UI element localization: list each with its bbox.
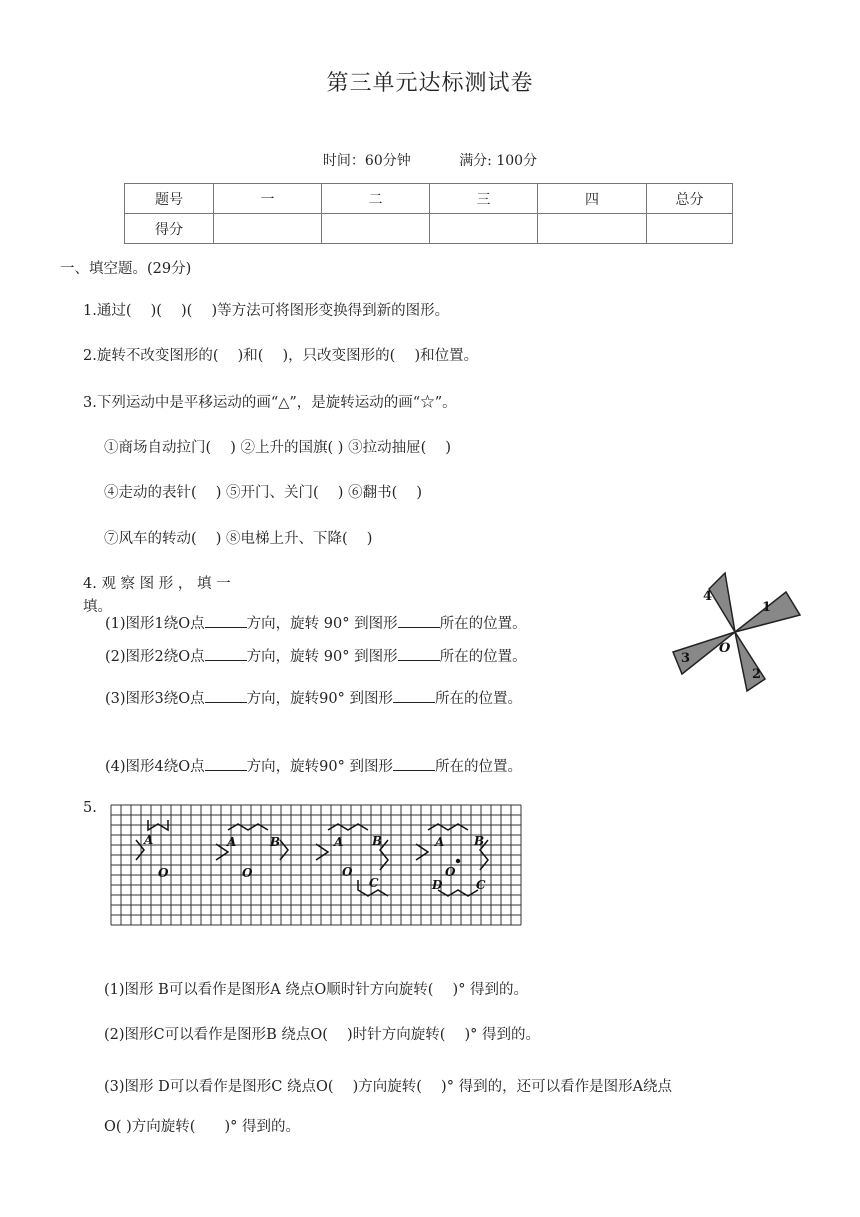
row-label: 得分 [125, 214, 214, 244]
grid-label: C [476, 878, 486, 892]
header-cell: 二 [322, 184, 430, 214]
score-cell[interactable] [647, 214, 733, 244]
q4-text: 方向，旋转 90° 到图形 [246, 616, 398, 632]
answer-blank[interactable] [393, 756, 435, 771]
q4-text: (1)图形1绕O点 [105, 616, 205, 632]
rotation-grid-figure [108, 800, 524, 930]
blade-2 [735, 632, 765, 691]
exam-full-score: 满分: 100分 [459, 153, 538, 169]
grid-label: A [435, 835, 445, 849]
q4-text: (3)图形3绕O点 [105, 691, 205, 707]
q4-item [105, 755, 522, 776]
q3-item-row: ⑦风车的转动( ) ⑧电梯上升、下降( ) [104, 531, 373, 547]
header-cell: 题号 [125, 184, 214, 214]
score-table-header-row [125, 184, 733, 214]
q5-item: (3)图形 D可以看作是图形C 绕点O( )方向旋转( )° 得到的，还可以看作是图形A绕点 [104, 1079, 673, 1095]
score-cell[interactable] [538, 214, 647, 244]
score-table [124, 183, 733, 244]
exam-meta [0, 150, 860, 170]
q4-text: 方向，旋转90° 到图形 [246, 759, 393, 775]
center-point [456, 859, 460, 863]
q5-item: (2)图形C可以看作是图形B 绕点O( )时针方向旋转( )° 得到的。 [104, 1027, 540, 1043]
score-cell[interactable] [214, 214, 322, 244]
blade-label: 4 [703, 589, 713, 604]
answer-blank[interactable] [205, 646, 247, 661]
shape-a-outline [136, 840, 144, 860]
grid-label: A [227, 835, 237, 849]
blade-label: 2 [752, 667, 762, 682]
q4-item [105, 612, 527, 633]
question-1: 1.通过( )( )( )等方法可将图形变换得到新的图形。 [83, 303, 450, 319]
question-4-stem: 4. 观 察 图 形 ， 填 一 [83, 576, 231, 592]
q4-text: 所在的位置。 [439, 649, 527, 665]
answer-blank[interactable] [398, 613, 440, 628]
answer-blank[interactable] [205, 688, 247, 703]
q5-item: O( )方向旋转( )° 得到的。 [104, 1119, 300, 1135]
score-cell[interactable] [322, 214, 430, 244]
grid-label: O [342, 865, 353, 879]
q4-text: 方向，旋转90° 到图形 [246, 691, 393, 707]
header-cell: 三 [430, 184, 538, 214]
q3-item-row: ④走动的表针( ) ⑤开门、关门( ) ⑥翻书( ) [104, 485, 422, 501]
page-title: 第三单元达标测试卷 [326, 71, 534, 96]
score-table-row [125, 214, 733, 244]
question-5-number: 5. [83, 800, 97, 816]
header-cell: 四 [538, 184, 647, 214]
q3-item-row: ①商场自动拉门( ) ②上升的国旗( ) ③拉动抽屉( ) [104, 440, 451, 456]
exam-time: 时间：60分钟 [322, 153, 411, 169]
blade-label: 3 [681, 651, 691, 666]
q4-text: 所在的位置。 [439, 616, 527, 632]
shape-outline [316, 844, 328, 860]
answer-blank[interactable] [393, 688, 435, 703]
grid-label: B [474, 834, 485, 848]
grid-label: A [144, 833, 154, 847]
grid-label: D [432, 878, 443, 892]
grid-label: O [158, 866, 169, 880]
header-cell: 一 [214, 184, 322, 214]
center-label: O [719, 641, 731, 656]
question-2: 2.旋转不改变图形的( )和( )，只改变图形的( )和位置。 [83, 348, 479, 364]
q4-text: 所在的位置。 [434, 691, 522, 707]
q4-text: (2)图形2绕O点 [105, 649, 205, 665]
question-3: 3.下列运动中是平移运动的画“△”，是旋转运动的画“☆”。 [83, 395, 457, 411]
grid-label: B [270, 835, 281, 849]
grid-label: O [242, 866, 253, 880]
answer-blank[interactable] [205, 613, 247, 628]
blade-label: 1 [762, 600, 772, 615]
shape-outline [416, 844, 428, 860]
grid-label: C [369, 876, 379, 890]
answer-blank[interactable] [205, 756, 247, 771]
grid-label: B [372, 834, 383, 848]
q4-item [105, 645, 527, 666]
blade-4 [709, 573, 735, 632]
pinwheel-figure [664, 565, 804, 700]
section-heading: 一、填空题。(29分) [60, 261, 192, 277]
grid-label: O [445, 865, 456, 879]
grid-label: A [334, 835, 344, 849]
question-4-stem-cont: 填。 [83, 599, 112, 615]
q4-text: (4)图形4绕O点 [105, 759, 205, 775]
score-cell[interactable] [430, 214, 538, 244]
q4-item [105, 687, 522, 708]
q4-text: 方向，旋转 90° 到图形 [246, 649, 398, 665]
answer-blank[interactable] [398, 646, 440, 661]
q4-text: 所在的位置。 [434, 759, 522, 775]
header-cell: 总分 [647, 184, 733, 214]
q5-item: (1)图形 B可以看作是图形A 绕点O顺时针方向旋转( )° 得到的。 [104, 982, 529, 998]
